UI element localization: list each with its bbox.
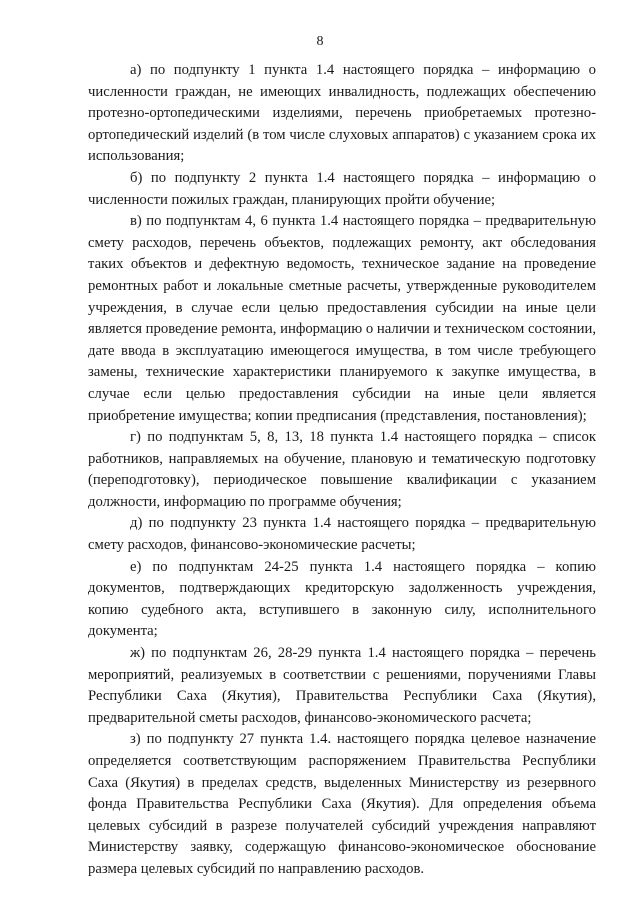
paragraph-a: а) по подпункту 1 пункта 1.4 настоящего порядка – информацию о численности граждан, не имеющих инвалидность, подлежащих обеспечению протезно-ортопедическими изделиями, перечень приобретаемых протезно-ортопедический изделий (в том числе слуховых аппаратов) с указанием срока их использования; xyxy=(88,62,596,165)
paragraph-b: б) по подпункту 2 пункта 1.4 настоящего порядка – информацию о численности пожилых граждан, планирующих пройти обучение; xyxy=(88,169,596,208)
paragraph-z: з) по подпункту 27 пункта 1.4. настоящего порядка целевое назначение определяется соответствующим распоряжением Правительства Республики Саха (Якутия) в пределах средств, выделенных Министерству из резервного фонда Правительства Республики Саха (Якутия). Для определения объема целевых субсидий в разрезе получателей субсидий учреждения направляют Министерству заявку, содержащую финансово-экономическое обоснование размера целевых субсидий по направлению расходов. xyxy=(88,731,596,877)
paragraph-g: г) по подпунктам 5, 8, 13, 18 пункта 1.4 настоящего порядка – список работников, направляемых на обучение, плановую и тематическую подготовку (переподготовку), периодическое повышение квалификации с указанием должности, информацию по программе обучения; xyxy=(88,429,596,510)
paragraph-zh: ж) по подпунктам 26, 28-29 пункта 1.4 настоящего порядка – перечень мероприятий, реализуемых в соответствии с решениями, поручениями Главы Республики Саха (Якутия), Правительства Республики Саха (Якутия), предварительной сметы расходов, финансово-экономического расчета; xyxy=(88,645,596,726)
document-body xyxy=(88,60,596,881)
page-number: 8 xyxy=(316,34,324,49)
paragraph-v: в) по подпунктам 4, 6 пункта 1.4 настоящего порядка – предварительную смету расходов, перечень объектов, подлежащих ремонту, акт обследования таких объектов и дефектную ведомость, техническое задание на проведение ремонтных работ и локальные сметные расчеты, утвержденные руководителем учреждения, в случае если целью предоставления субсидии на иные цели является проведение ремонта, информацию о наличии и техническом состоянии, дате ввода в эксплуатацию имеющегося имущества, в том числе требующего замены, технические характеристики планируемого к закупке имущества, в случае если целью предоставления субсидии на иные цели является приобретение имущества; копии предписания (представления, постановления); xyxy=(88,213,596,424)
paragraph-e: е) по подпунктам 24-25 пункта 1.4 настоящего порядка – копию документов, подтверждающих кредиторскую задолженность учреждения, копию судебного акта, вступившего в законную силу, исполнительного документа; xyxy=(88,558,596,640)
paragraph-d: д) по подпункту 23 пункта 1.4 настоящего порядка – предварительную смету расходов, финансово-экономические расчеты; xyxy=(88,515,596,554)
